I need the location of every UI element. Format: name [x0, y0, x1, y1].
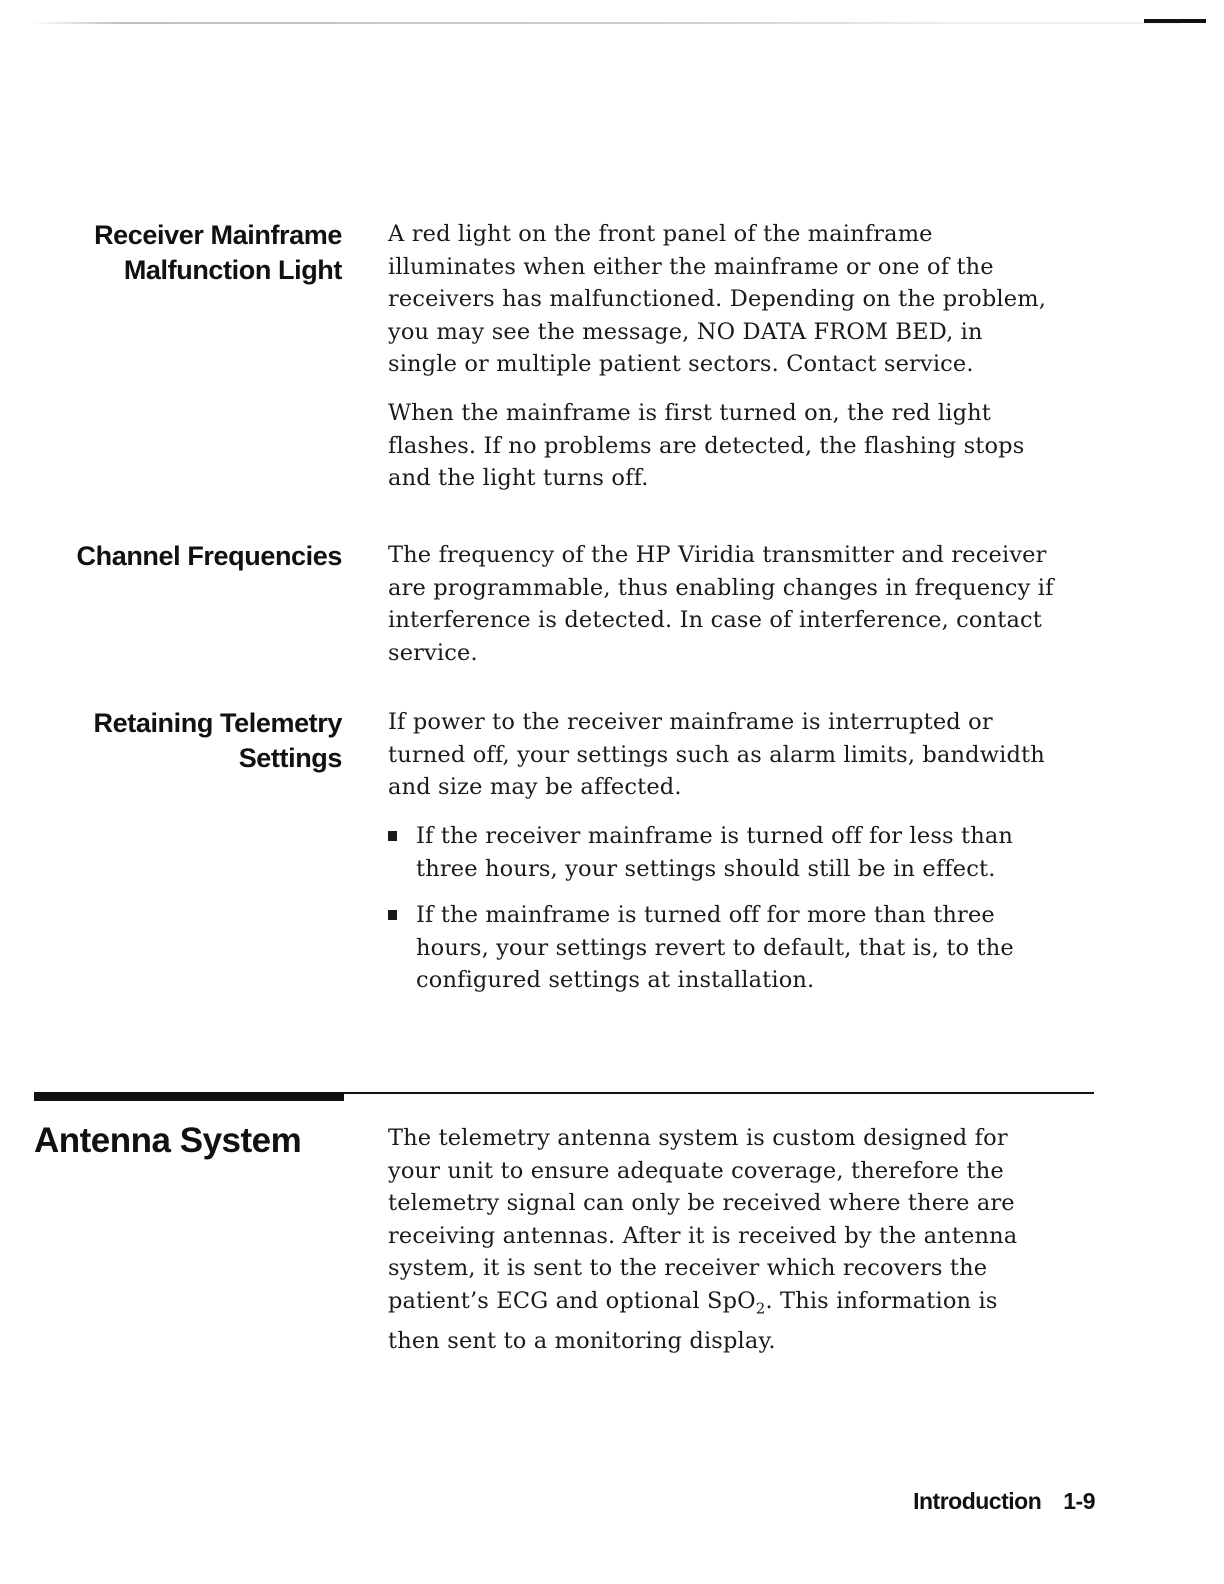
text-line: you may see the message, NO DATA FROM BED, in [388, 318, 983, 345]
paragraph [388, 218, 1108, 381]
scan-top-edge [0, 14, 1206, 36]
text-line: illuminates when either the mainframe or one of the [388, 253, 994, 280]
section-title-antenna-system: Antenna System [34, 1121, 302, 1160]
text-fragment: patient’s ECG and optional SpO [388, 1287, 756, 1314]
text-line: are programmable, thus enabling changes in frequency if [388, 574, 1054, 601]
text-line: flashes. If no problems are detected, the flashing stops [388, 432, 1025, 459]
heading-receiver-mainframe-malfunction-light [22, 218, 342, 288]
text-line: hours, your settings revert to default, that is, to the [416, 934, 1014, 961]
bullet-square-icon [388, 910, 397, 920]
paragraph [388, 539, 1108, 669]
text-line: The telemetry antenna system is custom designed for [388, 1125, 1008, 1151]
text-line: If the receiver mainframe is turned off for less than [416, 823, 1014, 849]
subscript-2: 2 [755, 1299, 766, 1317]
heading-line: Retaining Telemetry [93, 708, 342, 738]
text-line: If power to the receiver mainframe is interrupted or [388, 709, 993, 735]
scan-edge-line [30, 22, 1180, 24]
bullet-text [416, 820, 1013, 885]
heading-channel-frequencies [22, 539, 342, 574]
bullet-text [416, 899, 1014, 997]
page-number: 1-9 [1063, 1488, 1095, 1514]
text-fragment: . This information is [765, 1287, 998, 1314]
paragraph [388, 706, 1108, 804]
text-line: A red light on the front panel of the mainframe [388, 221, 933, 247]
text-line: The frequency of the HP Viridia transmitter and receiver [388, 542, 1047, 568]
text-line: When the mainframe is first turned on, the red light [388, 400, 991, 426]
section-divider-bar [34, 1092, 344, 1101]
list-item [388, 820, 1108, 890]
text-line: service. [388, 639, 478, 666]
text-line: If the mainframe is turned off for more than three [416, 902, 995, 928]
text-line [388, 1285, 1108, 1325]
footer-chapter: Introduction [913, 1488, 1042, 1514]
heading-retaining-telemetry-settings [22, 706, 342, 776]
list-item [388, 899, 1108, 999]
heading-line: Channel Frequencies [76, 541, 342, 571]
text-line: receivers has malfunctioned. Depending on the problem, [388, 286, 1047, 312]
text-line: your unit to ensure adequate coverage, therefore the [388, 1157, 1004, 1184]
paragraph [388, 397, 1108, 495]
scan-edge-mark [1144, 19, 1206, 23]
paragraph-antenna [388, 1122, 1108, 1357]
text-line: three hours, your settings should still be in effect. [416, 855, 996, 882]
text-line: receiving antennas. After it is received by the antenna [388, 1222, 1018, 1249]
text-line: configured settings at installation. [416, 967, 815, 993]
bullet-square-icon [388, 831, 397, 841]
text-line: system, it is sent to the receiver which recovers the [388, 1255, 988, 1281]
page-footer [880, 1488, 1095, 1515]
text-line: single or multiple patient sectors. Contact service. [388, 351, 974, 377]
heading-line: Receiver Mainframe [94, 220, 342, 250]
text-line: then sent to a monitoring display. [388, 1327, 776, 1354]
text-line: and size may be affected. [388, 774, 682, 800]
heading-line: Settings [238, 743, 342, 773]
text-line: and the light turns off. [388, 465, 649, 491]
heading-line: Malfunction Light [123, 255, 342, 285]
text-line: turned off, your settings such as alarm limits, bandwidth [388, 741, 1045, 768]
text-line: interference is detected. In case of interference, contact [388, 607, 1042, 633]
text-line: telemetry signal can only be received where there are [388, 1190, 1015, 1216]
